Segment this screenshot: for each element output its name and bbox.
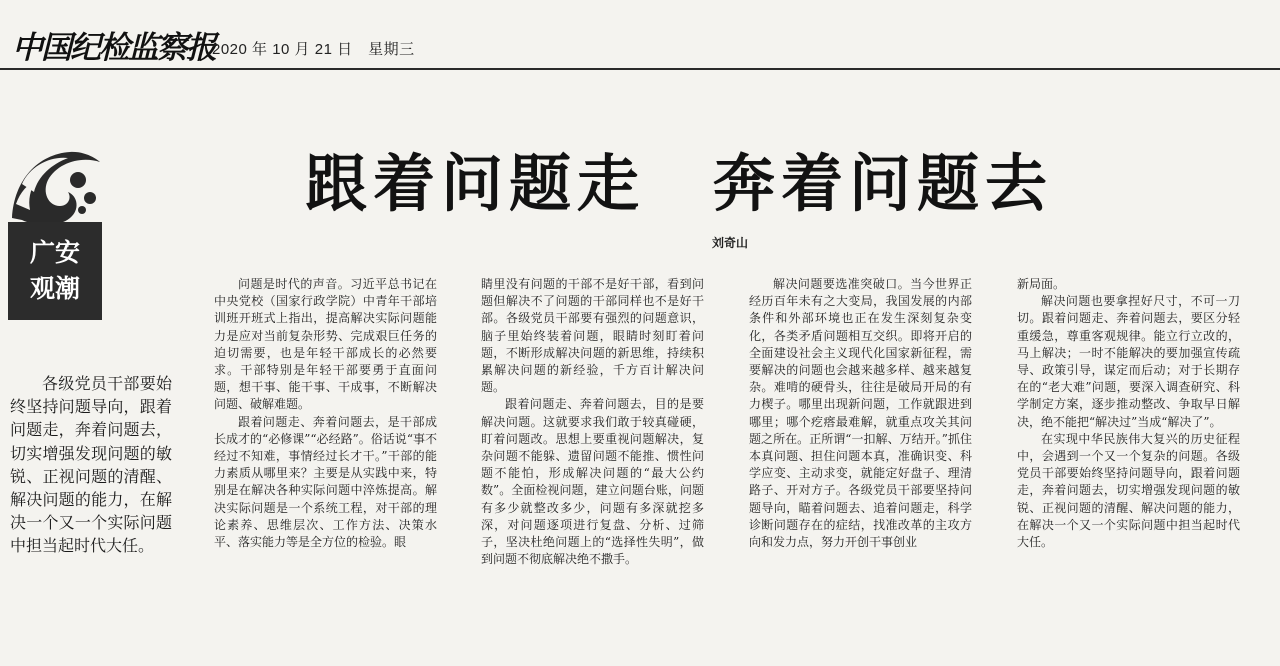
paragraph: 睛里没有问题的干部不是好干部，看到问题但解决不了问题的干部同样也不是好干部。各级党员干部要有强烈的问题意识，脑子里始终装着问题，眼睛时刻盯着问题，不断形成解决问题的新思维，持续积累解决问题的新经验，千方百计解决问题。 bbox=[481, 277, 704, 395]
issue-date: 2020 年 10 月 21 日 星期三 bbox=[212, 41, 415, 58]
article-column-3 bbox=[749, 276, 972, 551]
masthead bbox=[0, 0, 1280, 70]
paragraph: 新局面。 bbox=[1017, 277, 1066, 291]
article-headline: 跟着问题走 奔着问题去 bbox=[305, 147, 1054, 220]
paragraph: 跟着问题走、奔着问题去，目的是要解决问题。这就要求我们敢于较真碰硬，盯着问题改。思想上要重视问题解决，复杂问题不能躲、遗留问题不能推、惯性问题不能怕，形成解决问题的“最大公约数”。全面检视问题，建立问题台账，问题有多少就整改多少，问题有多深就挖多深，对问题逐项进行复盘、分析、过筛子，坚决杜绝问题上的“选择性失明”，做到问题不彻底解决绝不撒手。 bbox=[481, 397, 704, 567]
article-column-4 bbox=[1017, 276, 1240, 551]
column-badge-line1: 广安 bbox=[29, 238, 80, 267]
author-name: 刘奇山 bbox=[711, 236, 748, 250]
paragraph: 解决问题也要拿捏好尺寸，不可一刀切。跟着问题走、奔着问题去，要区分轻重缓急，尊重客观规律。能立行立改的，马上解决；一时不能解决的要加强宣传疏导、政策引导，谋定而后动；对于长期存在的“老大难”问题，要深入调查研究、科学制定方案，逐步推动整改、争取早日解决，绝不能把“解决过”当成“解决了”。 bbox=[1017, 294, 1240, 429]
paragraph: 问题是时代的声音。习近平总书记在中央党校（国家行政学院）中青年干部培训班开班式上指出，提高解决实际问题能力是应对当前复杂形势、完成艰巨任务的迫切需要，也是年轻干部成长的必然要求。干部特别是年轻干部要勇于直面问题，想干事、能干事、干成事，不断解决问题、破解难题。 bbox=[214, 277, 437, 412]
column-badge-line2: 观潮 bbox=[29, 274, 80, 303]
article-deck: 各级党员干部要始终坚持问题导向，跟着问题走，奔着问题去，切实增强发现问题的敏锐、正视问题的清醒、解决问题的能力，在解决一个又一个实际问题中担当起时代大任。 bbox=[10, 374, 172, 556]
paragraph: 跟着问题走、奔着问题去，是干部成长成才的“必修课”“必经路”。俗话说“事不经过不知难，事情经过长才干。”干部的能力素质从哪里来？主要是从实践中来，特别是在解决各种实际问题中淬炼提高。解决实际问题是一个系统工程，对干部的理论素养、思维层次、工作方法、决策水平、落实能力等是全方位的检验。眼 bbox=[214, 414, 437, 550]
paragraph: 在实现中华民族伟大复兴的历史征程中，会遇到一个又一个复杂的问题。各级党员干部要始终坚持问题导向，跟着问题走，奔着问题去，切实增强发现问题的敏锐、正视问题的清醒、解决问题的能力，在解决一个又一个实际问题中担当起时代大任。 bbox=[1017, 431, 1240, 550]
article-column-1 bbox=[214, 276, 437, 551]
newspaper-name: 中国纪检监察报 bbox=[12, 30, 215, 66]
article-column-2 bbox=[481, 276, 704, 568]
paragraph: 解决问题要选准突破口。当今世界正经历百年未有之大变局，我国发展的内部条件和外部环境也正在发生深刻复杂变化，各类矛盾问题相互交织。即将开启的全面建设社会主义现代化国家新征程，需要解决的问题也会越来越多样、越来越复杂。难啃的硬骨头，往往是破局开局的有力楔子。哪里出现新问题，工作就跟进到哪里；哪个疙瘩最难解，就重点攻关其问题之所在。正所谓“一扣解、万结开。”抓住本真问题、担住问题本真，准确识变、科学应变、主动求变，就能定好盘子、理清路子、开对方子。各级党员干部要坚持问题导向，瞄着问题去、追着问题走，科学诊断问题存在的症结，找准改革的主攻方向和发力点，努力开创干事创业 bbox=[749, 277, 972, 550]
